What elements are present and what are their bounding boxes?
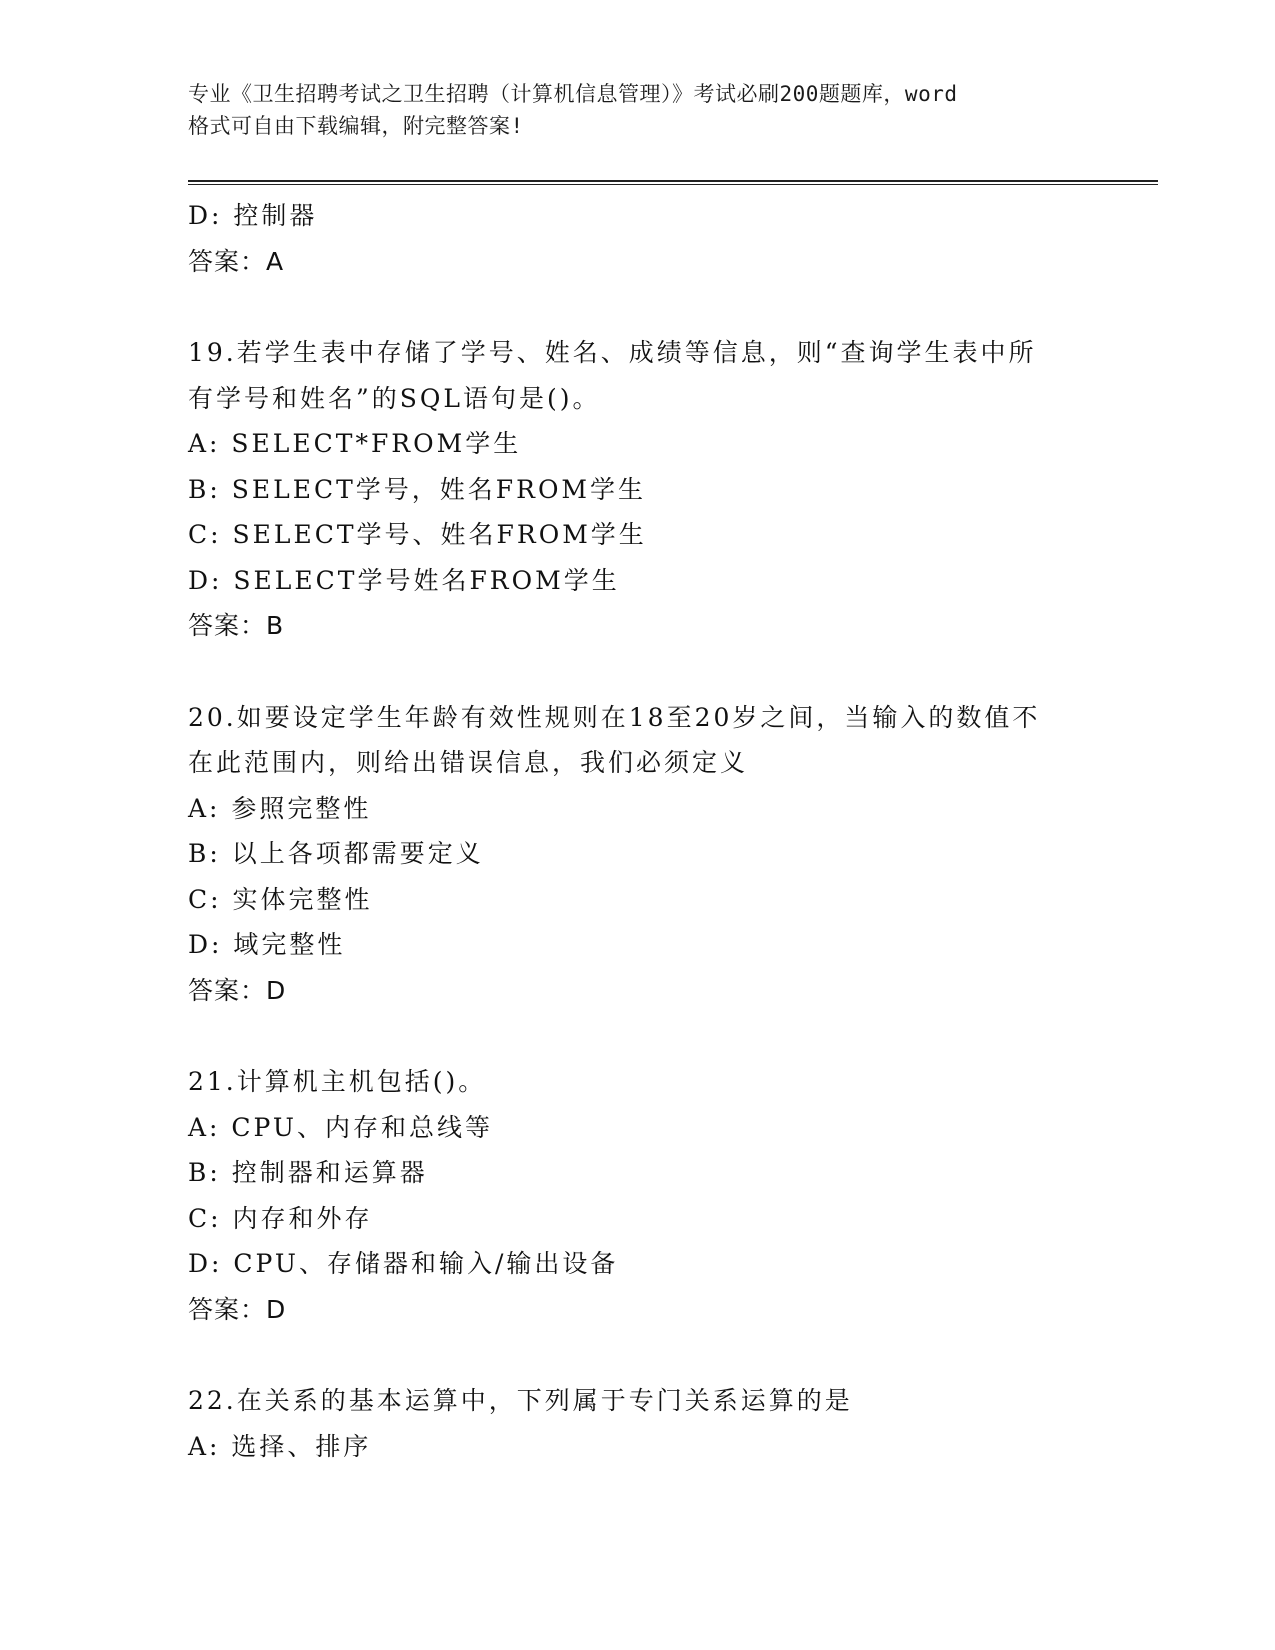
q20-option-d: D: 域完整性: [188, 930, 346, 959]
q19-answer: 答案：B: [188, 611, 285, 640]
question-22: [188, 1378, 1158, 1469]
q19-stem-line-1: 19.若学生表中存储了学号、姓名、成绩等信息，则“查询学生表中所: [188, 338, 1037, 367]
question-list: [188, 193, 1158, 1469]
spacer: [188, 649, 1158, 695]
q22-stem-line-1: 22.在关系的基本运算中，下列属于专门关系运算的是: [188, 1386, 853, 1415]
q21-option-b: B: 控制器和运算器: [188, 1158, 428, 1187]
document-page: [188, 78, 1158, 1469]
q21-answer: 答案：D: [188, 1294, 287, 1324]
header-divider: [188, 180, 1158, 185]
q20-option-c: C: 实体完整性: [188, 884, 373, 914]
q21-option-c: C: 内存和外存: [188, 1203, 373, 1233]
header-line-1: 专业《卫生招聘考试之卫生招聘（计算机信息管理）》考试必刷200题题库，word: [188, 82, 958, 106]
q22-option-a: A: 选择、排序: [188, 1431, 372, 1461]
spacer: [188, 1013, 1158, 1059]
q21-stem-line-1: 21.计算机主机包括()。: [188, 1067, 487, 1096]
q20-answer: 答案：D: [188, 975, 287, 1005]
q21-option-a: A: CPU、内存和总线等: [188, 1112, 494, 1142]
question-19: [188, 330, 1158, 649]
q19-stem-line-2: 有学号和姓名”的SQL语句是()。: [188, 383, 601, 413]
spacer: [188, 1332, 1158, 1378]
header-line-2: 格式可自由下载编辑，附完整答案!: [188, 114, 524, 138]
q19-option-a: A: SELECT*FROM学生: [188, 429, 522, 458]
q20-option-b: B: 以上各项都需要定义: [188, 839, 484, 868]
spacer: [188, 284, 1158, 330]
q19-option-d: D: SELECT学号姓名FROM学生: [188, 565, 620, 595]
q19-option-b: B: SELECT学号，姓名FROM学生: [188, 474, 647, 504]
q20-stem-line-1: 20.如要设定学生年龄有效性规则在18至20岁之间，当输入的数值不: [188, 702, 1041, 732]
q18-option-d: D: 控制器: [188, 201, 318, 230]
q20-stem-line-2: 在此范围内，则给出错误信息，我们必须定义: [188, 748, 749, 777]
question-20: [188, 695, 1158, 1014]
question-21: [188, 1059, 1158, 1332]
document-header: [188, 78, 1158, 142]
q20-option-a: A: 参照完整性: [188, 793, 372, 823]
q21-option-d: D: CPU、存储器和输入/输出设备: [188, 1249, 619, 1278]
q19-option-c: C: SELECT学号、姓名FROM学生: [188, 520, 647, 549]
q18-answer: 答案：A: [188, 246, 285, 276]
